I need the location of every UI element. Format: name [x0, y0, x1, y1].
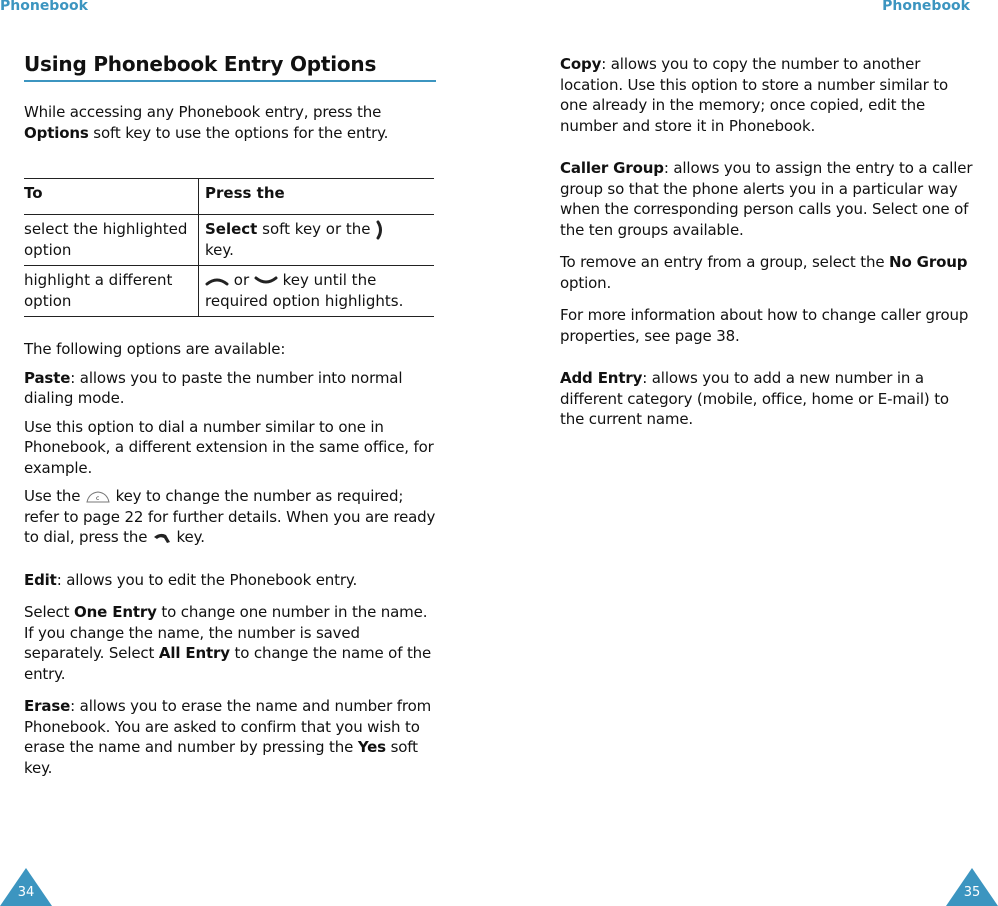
intro-paragraph: While accessing any Phonebook entry, press the Options soft key to use the options for the entry.: [24, 103, 389, 142]
remove-group-text: To remove an entry from a group, select the No Group option.: [560, 253, 968, 292]
paste-detail: Use this option to dial a number similar to one in Phonebook, a different extension in the same office, for example.: [24, 417, 434, 477]
table-cell-to: select the highlighted option: [24, 215, 199, 266]
left-page: [24, 52, 436, 778]
table-cell-press: or key until the required option highlights.: [199, 266, 435, 317]
option-copy: Copy: allows you to copy the number to another location. Use this option to store a number similar to one already in the memory; once copied, edit the number and store it in Phonebook.: [560, 55, 949, 135]
edit-detail: Select One Entry to change one number in the name. If you change the name, the number is saved separately. Select All Entry to change the name of the entry.: [24, 603, 432, 683]
table-cell-press: Select soft key or the key.: [199, 215, 435, 266]
clear-key-icon: [85, 490, 111, 504]
right-page: [560, 54, 975, 430]
up-key-icon: [205, 276, 229, 286]
table-row: [24, 266, 434, 317]
option-erase: Erase: allows you to erase the name and number from Phonebook. You are asked to confirm that you wish to erase the name and number by pressing the Yes soft key.: [24, 697, 432, 777]
running-header-right: Phonebook: [882, 0, 970, 14]
page-number-left: 34: [0, 868, 52, 906]
more-info-text: For more information about how to change caller group properties, see page 38.: [560, 306, 969, 345]
ok-key-icon: [375, 220, 385, 240]
option-add-entry: Add Entry: allows you to add a new number in a different category (mobile, office, home or E-mail) to the current name.: [560, 369, 949, 428]
table-row: [24, 215, 434, 266]
col-header-to: To: [24, 179, 199, 215]
option-edit: Edit: allows you to edit the Phonebook entry.: [24, 570, 358, 589]
paste-keys: Use the c key to change the number as required; refer to page 22 for further details. When you are ready to dial, press the key.: [24, 487, 436, 546]
option-caller-group: Caller Group: allows you to assign the entry to a caller group so that the phone alerts you in a particular way when the corresponding person calls you. Select one of the ten groups available.: [560, 159, 973, 239]
svg-text:c: c: [95, 494, 100, 502]
table-cell-to: highlight a different option: [24, 266, 199, 317]
option-paste: Paste: allows you to paste the number into normal dialing mode.: [24, 368, 403, 407]
page-number-right: 35: [946, 868, 998, 906]
available-text: The following options are available:: [24, 340, 286, 358]
section-title: Using Phonebook Entry Options: [24, 52, 436, 82]
running-header-left: Phonebook: [0, 0, 88, 14]
col-header-press: Press the: [199, 179, 435, 215]
table-header-row: [24, 179, 434, 215]
key-table: [24, 178, 434, 317]
send-key-icon: [152, 532, 172, 544]
down-key-icon: [254, 276, 278, 286]
